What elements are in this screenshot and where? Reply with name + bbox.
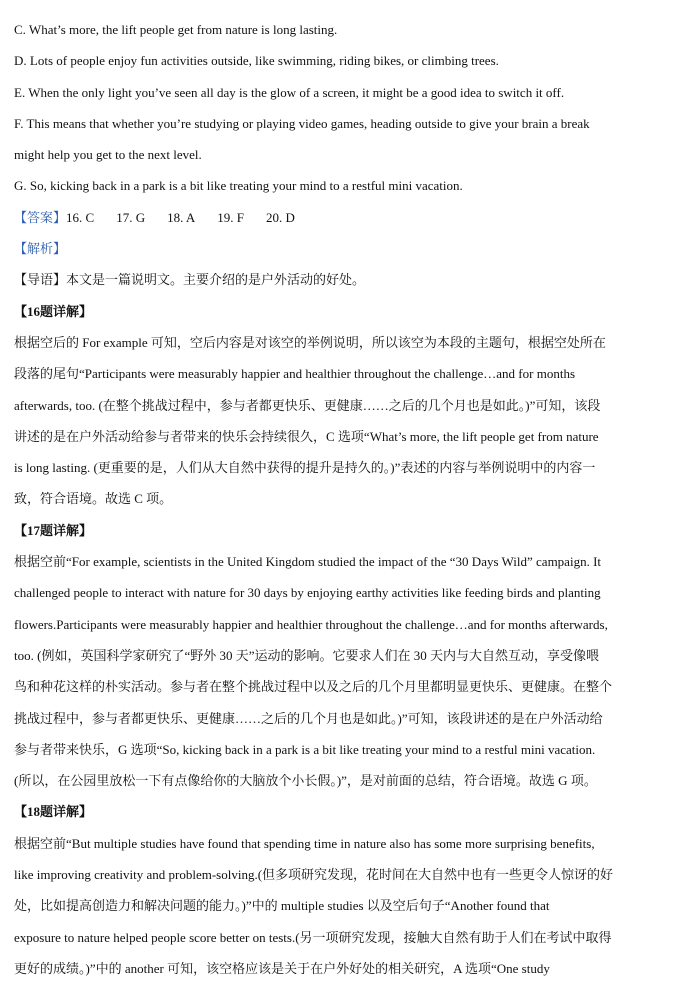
q16-line: 段落的尾句“Participants were measurably happier and healthier throughout the challenge…and for months — [14, 366, 575, 382]
q18-line: 根据空前“But multiple studies have found that spending time in nature also has some more surprising benefits, — [14, 835, 595, 851]
q17-line: (所以，在公园里放松一下有点像给你的大脑放个小长假。)”，是对前面的总结，符合语境。故选 G 项。 — [14, 773, 597, 789]
q16-line: afterwards, too. (在整个挑战过程中，参与者都更快乐、更健康……之后的几个月也是如此。)”可知，该段 — [14, 397, 601, 413]
q16-line: 根据空后的 For example 可知，空后内容是对该空的举例说明，所以该空为本段的主题句，根据空处所在 — [14, 334, 606, 350]
option-g: G. So, kicking back in a park is a bit like treating your mind to a restful mini vacation. — [14, 178, 463, 194]
guide-text: 【导语】本文是一篇说明文。主要介绍的是户外活动的好处。 — [14, 272, 366, 288]
option-e: E. When the only light you’ve seen all day is the glow of a screen, it might be a good idea to switch it off. — [14, 84, 565, 100]
option-f-continued: might help you get to the next level. — [14, 147, 202, 163]
analysis-label: 【解析】 — [14, 241, 67, 257]
option-c: C. What’s more, the lift people get from nature is long lasting. — [14, 22, 338, 37]
answer-label: 【答案】 — [14, 209, 67, 225]
q17-line: 参与者带来快乐，G 选项“So, kicking back in a park is a bit like treating your mind to a restful mini vacation. — [14, 741, 596, 757]
answer-item: 20. D — [265, 209, 295, 225]
q18-heading: 【18题详解】 — [14, 804, 93, 820]
option-f: F. This means that whether you’re studying or playing video games, heading outside to give your brain a break — [14, 115, 590, 131]
q18-line: exposure to nature helped people score better on tests.(另一项研究发现，接触大自然有助于人们在考试中取得 — [14, 929, 612, 945]
q17-line: too. (例如，英国科学家研究了“野外 30 天”运动的影响。它要求人们在 30 天内与大自然互动，享受像喂 — [14, 647, 599, 663]
answer-item: 19. F — [217, 209, 244, 225]
q17-line: 鸟和种花这样的朴实活动。参与者在整个挑战过程中以及之后的几个月里都明显更快乐、更健康。在整个 — [14, 679, 613, 695]
answer-item: 18. A — [167, 209, 196, 225]
q17-heading: 【17题详解】 — [14, 522, 93, 538]
q17-line: 根据空前“For example, scientists in the United Kingdom studied the impact of the “30 Days Wild” campaign. It — [14, 554, 602, 570]
q16-line: is long lasting. (更重要的是，人们从大自然中获得的提升是持久的。)”表述的内容与举例说明中的内容一 — [14, 460, 596, 476]
q16-line: 讲述的是在户外活动给参与者带来的快乐会持续很久，C 选项“What’s more, the lift people get from nature — [14, 428, 599, 444]
option-d: D. Lots of people enjoy fun activities outside, like swimming, riding bikes, or climbing trees. — [14, 53, 499, 69]
q16-line: 致，符合语境。故选 C 项。 — [14, 491, 173, 507]
q17-line: 挑战过程中，参与者都更快乐、更健康……之后的几个月也是如此。)”可知，该段讲述的是在户外活动给 — [14, 710, 603, 726]
answer-line — [14, 202, 678, 233]
q18-line: 更好的成绩。)”中的 another 可知，该空格应该是关于在户外好处的相关研究，A 选项“One study — [14, 960, 550, 976]
q16-heading: 【16题详解】 — [14, 303, 93, 319]
answer-item: 16. C — [66, 209, 95, 225]
q17-line: flowers.Participants were measurably happier and healthier throughout the challenge…and for months afterwards, — [14, 616, 608, 632]
q18-line: 处，比如提高创造力和解决问题的能力。)”中的 multiple studies 以及空后句子“Another found that — [14, 898, 550, 914]
q17-line: challenged people to interact with nature for 30 days by enjoying earthy activities like feeding birds and planting — [14, 585, 601, 601]
answer-item: 17. G — [116, 209, 146, 225]
q18-line: like improving creativity and problem-solving.(但多项研究发现，花时间在大自然中也有一些更令人惊讶的好 — [14, 867, 614, 883]
